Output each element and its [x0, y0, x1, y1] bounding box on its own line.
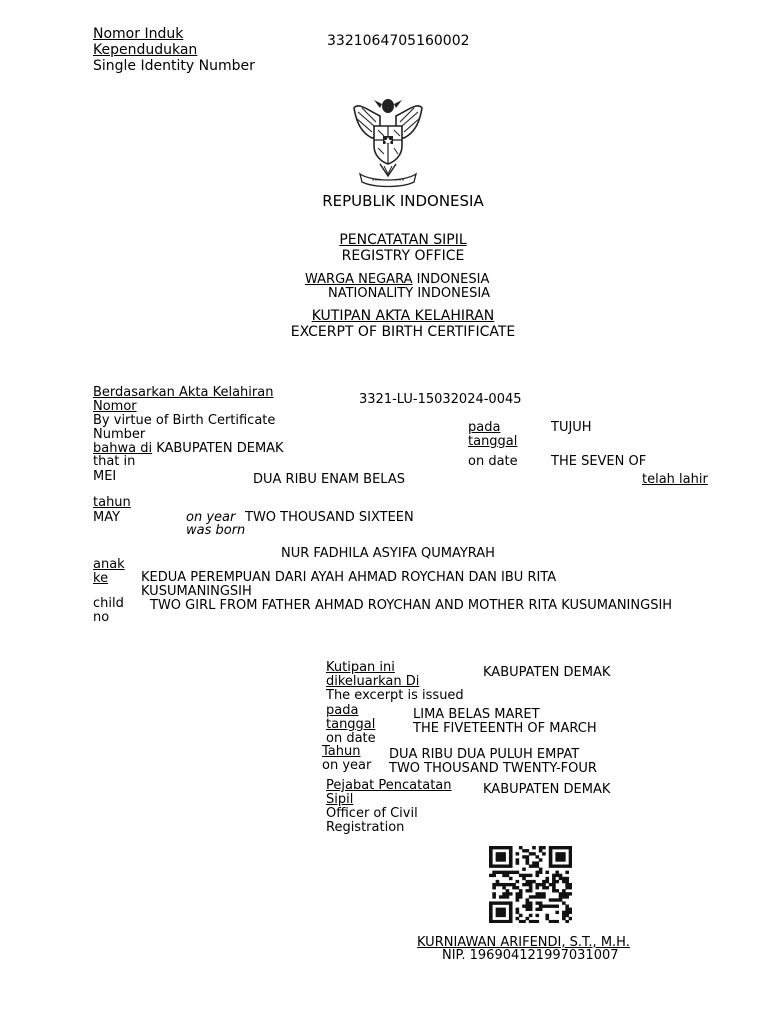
cert-label-id-2: Nomor — [93, 399, 137, 414]
child-label-id-1: anak — [93, 557, 125, 572]
issue-date-value-id: LIMA BELAS MARET — [413, 707, 540, 722]
signer-name: KURNIAWAN ARIFENDI, S.T., M.H. — [417, 935, 630, 950]
nik-label-en: Single Identity Number — [93, 58, 255, 74]
issue-date-label — [326, 704, 376, 746]
child-name: NUR FADHILA ASYIFA QUMAYRAH — [281, 546, 495, 561]
child-label-id-2: ke — [93, 571, 109, 586]
cert-label-en-2: Number — [93, 427, 146, 442]
issue-date-value — [413, 708, 597, 736]
child-label-en-1: child — [93, 596, 124, 611]
issue-date-label-en: on date — [326, 731, 376, 746]
date-label-id-1: pada — [468, 420, 501, 435]
issue-year-label — [322, 745, 371, 773]
child-label-en-2: no — [93, 610, 110, 625]
year-value-id: DUA RIBU ENAM BELAS — [253, 472, 405, 487]
nik-label — [93, 26, 255, 74]
office-title-id: PENCATATAN SIPIL — [339, 232, 467, 248]
born-label-en: was born — [186, 523, 246, 538]
officer-label-id-2: Sipil — [326, 792, 354, 807]
nik-label-id-1: Nomor Induk — [93, 26, 184, 42]
issued-place: KABUPATEN DEMAK — [483, 665, 611, 680]
document-title — [233, 308, 573, 340]
cert-label-en-1: By virtue of Birth Certificate — [93, 413, 276, 428]
officer-label-id-1: Pejabat Pencatatan — [326, 778, 452, 793]
issue-date-label-id-1: pada — [326, 703, 359, 718]
officer-label-en-2: Registration — [326, 820, 405, 835]
officer-place: KABUPATEN DEMAK — [483, 782, 611, 797]
cert-label — [93, 386, 275, 442]
issued-label-id-1: Kutipan ini — [326, 660, 395, 675]
officer-label-en-1: Officer of Civil — [326, 806, 418, 821]
date-label-en: on date — [468, 454, 518, 469]
issue-year-label-en: on year — [322, 758, 372, 773]
child-desc-id-1: KEDUA PEREMPUAN DARI AYAH AHMAD ROYCHAN DAN IBU RITA — [141, 570, 557, 585]
nik-value: 3321064705160002 — [327, 33, 470, 49]
child-desc-en: TWO GIRL FROM FATHER AHMAD ROYCHAN AND MOTHER RITA KUSUMANINGSIH — [150, 598, 673, 613]
issue-year-value-en: TWO THOUSAND TWENTY-FOUR — [389, 761, 597, 776]
signer-nip: NIP. 196904121997031007 — [442, 948, 619, 963]
office-title — [233, 232, 573, 264]
nik-label-id-2: Kependudukan — [93, 42, 198, 58]
month-en: MAY — [93, 510, 121, 525]
issued-label-id-2: dikeluarkan Di — [326, 674, 420, 689]
nationality-line-en: NATIONALITY INDONESIA — [328, 286, 491, 301]
issue-year-value — [389, 748, 597, 776]
year-label-id: tahun — [93, 495, 131, 510]
born-label-id: telah lahir — [642, 472, 708, 487]
child-label-en — [93, 597, 124, 625]
cert-label-id-1: Berdasarkan Akta Kelahiran — [93, 385, 274, 400]
child-desc-id-2: KUSUMANINGSIH — [141, 584, 252, 599]
date-label — [468, 421, 517, 449]
date-value-id: TUJUH — [551, 420, 592, 435]
place-label-id: bahwa di — [93, 441, 153, 456]
child-label-id — [93, 558, 125, 586]
issued-label — [326, 661, 464, 703]
date-label-id-2: tanggal — [468, 434, 518, 449]
nationality-value-id: INDONESIA — [412, 272, 490, 287]
garuda-emblem-icon — [350, 96, 426, 188]
document-title-id: KUTIPAN AKTA KELAHIRAN — [311, 308, 495, 324]
nationality-line-id — [305, 273, 489, 287]
nationality-label-id: WARGA NEGARA — [305, 272, 413, 287]
issue-date-value-en: THE FIVETEENTH OF MARCH — [413, 721, 597, 736]
officer-label — [326, 779, 452, 835]
month-id: MEI — [93, 469, 117, 484]
year-label-en: on year — [186, 510, 236, 525]
date-value-en: THE SEVEN OF — [551, 454, 647, 469]
place-value: KABUPATEN DEMAK — [152, 441, 284, 456]
issue-year-value-id: DUA RIBU DUA PULUH EMPAT — [389, 747, 580, 762]
issue-date-label-id-2: tanggal — [326, 717, 376, 732]
year-value-en: TWO THOUSAND SIXTEEN — [245, 510, 414, 525]
place-label-en: that in — [93, 454, 136, 469]
cert-number: 3321-LU-15032024-0045 — [359, 392, 522, 407]
office-title-en: REGISTRY OFFICE — [341, 248, 465, 264]
issued-label-en: The excerpt is issued — [326, 688, 464, 703]
country-title: REPUBLIK INDONESIA — [322, 192, 484, 210]
qr-code-icon — [489, 846, 572, 923]
child-desc-id — [141, 571, 556, 599]
document-title-en: EXCERPT OF BIRTH CERTIFICATE — [290, 324, 516, 340]
issue-year-label-id: Tahun — [322, 744, 361, 759]
